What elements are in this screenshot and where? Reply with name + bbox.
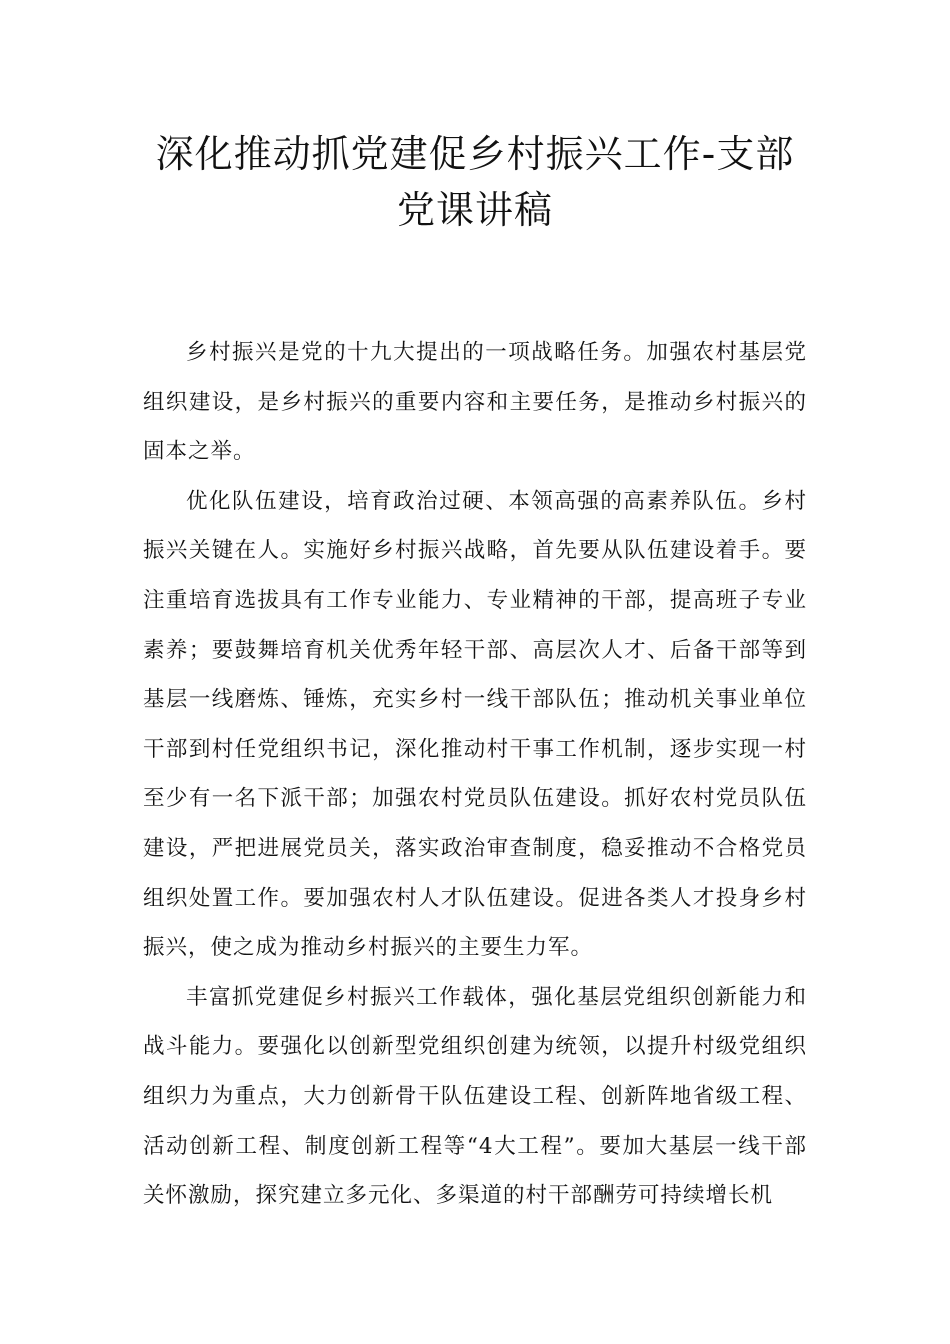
document-title xyxy=(100,126,850,238)
title-line-1: 深化推动抓党建促乡村振兴工作-支部 xyxy=(155,132,795,176)
paragraph-1: 乡村振兴是党的十九大提出的一项战略任务。加强农村基层党组织建设，是乡村振兴的重要内容和主要任务，是推动乡村振兴的固本之举。 xyxy=(143,340,807,465)
document-body xyxy=(143,328,807,1221)
title-line-2: 党课讲稿 xyxy=(396,188,553,232)
paragraph-2: 优化队伍建设，培育政治过硬、本领高强的高素养队伍。乡村振兴关键在人。实施好乡村振兴战略，首先要从队伍建设着手。要注重培育选拔具有工作专业能力、专业精神的干部，提高班子专业素养；要鼓舞培育机关优秀年轻干部、高层次人才、后备干部等到基层一线磨炼、锤炼，充实乡村一线干部队伍；推动机关事业单位干部到村任党组织书记，深化推动村干事工作机制，逐步实现一村至少有一名下派干部；加强农村党员队伍建设。抓好农村党员队伍建设，严把进展党员关，落实政治审查制度，稳妥推动不合格党员组织处置工作。要加强农村人才队伍建设。促进各类人才投身乡村振兴，使之成为推动乡村振兴的主要生力军。 xyxy=(143,488,807,961)
paragraph-3: 丰富抓党建促乡村振兴工作载体，强化基层党组织创新能力和战斗能力。要强化以创新型党组织创建为统领，以提升村级党组织组织力为重点，大力创新骨干队伍建设工程、创新阵地省级工程、活动创新工程、制度创新工程等“4大工程”。要加大基层一线干部关怀激励，探究建立多元化、多渠道的村干部酬劳可持续增长机 xyxy=(143,984,807,1209)
